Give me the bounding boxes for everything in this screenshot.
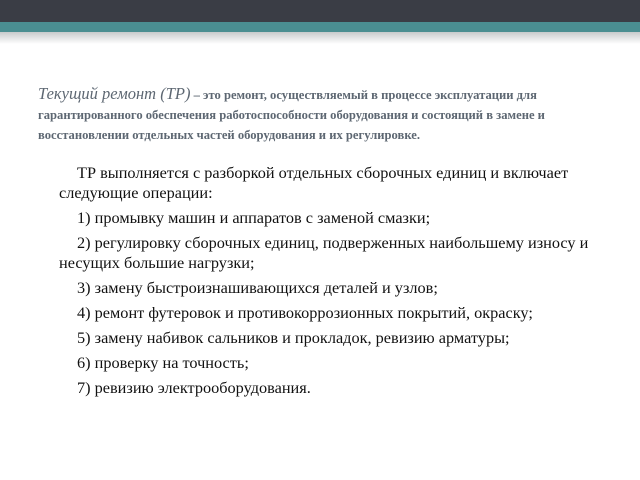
header-band-teal — [0, 22, 640, 32]
slide-body — [59, 163, 611, 403]
header-band-shadow — [0, 32, 640, 44]
operation-item-3: 3) замену быстроизнашивающихся деталей и узлов; — [77, 278, 438, 297]
operation-item-4: 4) ремонт футеровок и противокоррозионных покрытий, окраску; — [77, 303, 533, 322]
operation-item-2: 2) регулировку сборочных единиц, подверженных наибольшему износу и несущих большие нагрузки; — [59, 233, 589, 272]
intro-paragraph: ТР выполняется с разборкой отдельных сборочных единиц и включает следующие операции: — [59, 163, 569, 202]
title-term: Текущий ремонт (ТР) — [38, 84, 191, 103]
slide-title — [38, 84, 598, 145]
operation-item-6: 6) проверку на точность; — [77, 353, 249, 372]
operation-item-5: 5) замену набивок сальников и прокладок, ревизию арматуры; — [77, 328, 510, 347]
operation-item-1: 1) промывку машин и аппаратов с заменой смазки; — [77, 208, 431, 227]
title-definition: – это ремонт, осуществляемый в процессе эксплуатации для гарантированного обеспечения работоспособности оборудования и состоящий в замене и восстановлении отдельных частей оборудования и их регулировке. — [38, 88, 545, 142]
operation-item-7: 7) ревизию электрооборудования. — [77, 378, 311, 397]
header-band-dark — [0, 0, 640, 22]
